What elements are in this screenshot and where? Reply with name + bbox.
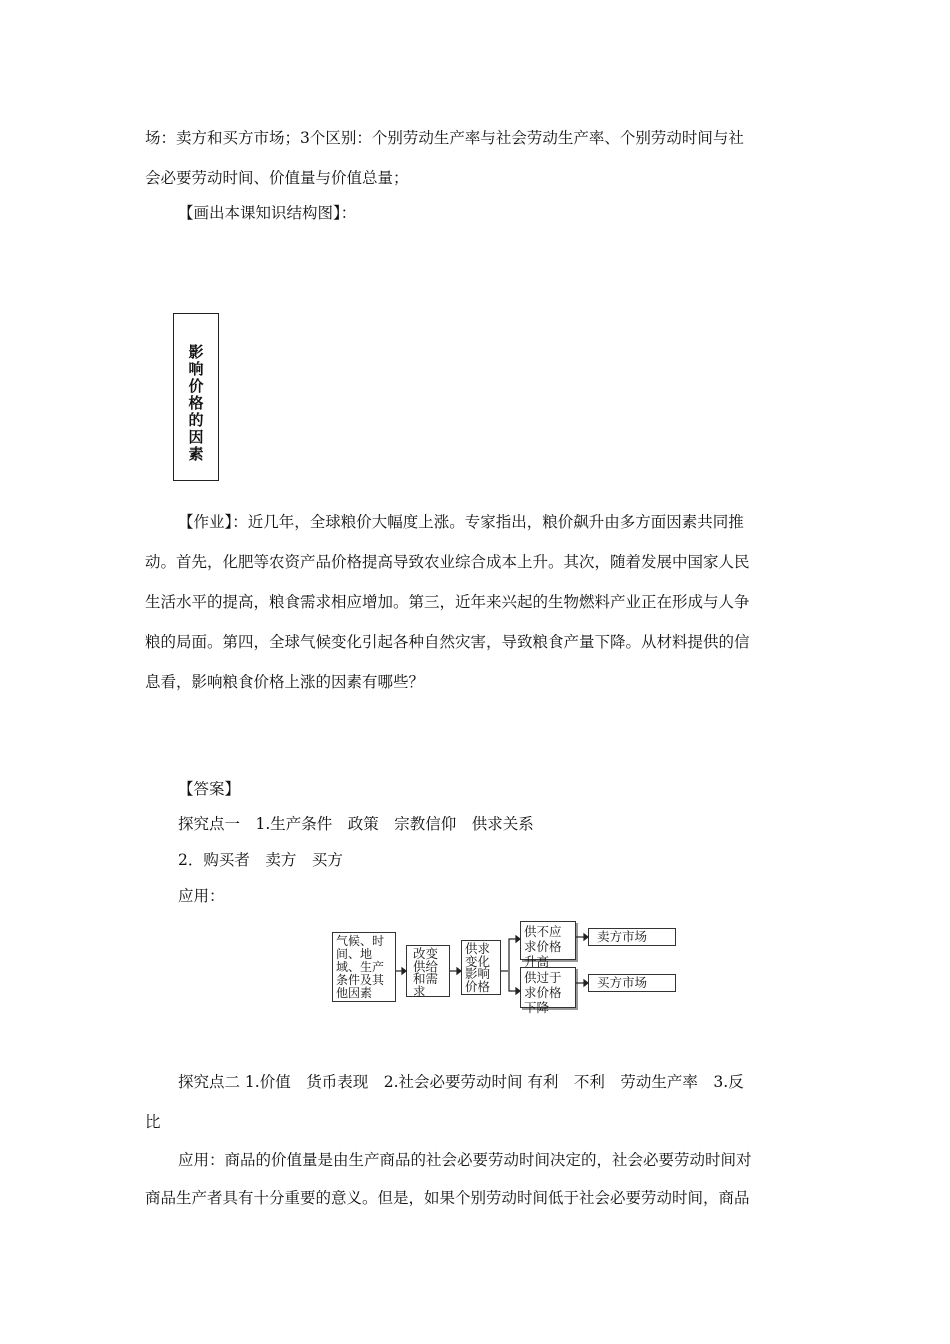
answer-point-1b: 2．购买者 卖方 买方 — [178, 851, 343, 869]
arrowhead-seller — [584, 934, 588, 940]
intro-line-1: 场：卖方和买方市场；3个区别：个别劳动生产率与社会劳动生产率、个别劳动时间与社 — [145, 129, 744, 147]
homework-line-2: 动。首先，化肥等农资产品价格提高导致农业综合成本上升。其次，随着发展中国家人民 — [145, 553, 750, 571]
answer-apply-label: 应用： — [178, 887, 225, 905]
answer-point-2a: 探究点二 1.价值 货币表现 2.社会必要劳动时间 有利 不利 劳动生产率 3.反 — [178, 1073, 744, 1091]
intro-line-2: 会必要劳动时间、价值量与价值总量； — [145, 169, 409, 187]
branch-bracket — [509, 939, 512, 991]
answer-point-2b: 比 — [145, 1113, 161, 1131]
answer-apply2-line-1: 应用：商品的价值量是由生产商品的社会必要劳动时间决定的，社会必要劳动时间对 — [178, 1151, 752, 1169]
arrowhead-up — [516, 936, 520, 942]
homework-line-5: 息看，影响粮食价格上涨的因素有哪些？ — [145, 673, 425, 691]
structure-heading: 【画出本课知识结构图】： — [178, 204, 357, 222]
arrowhead-2 — [457, 968, 461, 974]
flow-box-effect: 供求变化影响价格 — [461, 940, 501, 995]
structure-box-label: 影响价格的因素 — [188, 343, 204, 463]
arrowhead-buyer — [584, 980, 588, 986]
flow-box-change: 改变供给和需求 — [406, 945, 450, 997]
flow-connectors — [332, 915, 682, 1015]
answer-apply2-line-2: 商品生产者具有十分重要的意义。但是，如果个别劳动时间低于社会必要劳动时间，商品 — [145, 1189, 750, 1207]
homework-line-3: 生活水平的提高，粮食需求相应增加。第三，近年来兴起的生物燃料产业正在形成与人争 — [145, 593, 750, 611]
answer-point-1: 探究点一 1.生产条件 政策 宗教信仰 供求关系 — [178, 815, 534, 833]
answer-heading: 【答案】 — [178, 780, 241, 798]
arrowhead-1 — [402, 968, 406, 974]
flow-box-seller: 卖方市场 — [588, 928, 676, 946]
flow-box-down: 供过于求价格下降 — [520, 967, 576, 1008]
flow-box-up: 供不应求价格升高 — [520, 921, 576, 960]
homework-line-1: 【作业】：近几年，全球粮价大幅度上涨。专家指出，粮价飙升由多方面因素共同推 — [178, 513, 744, 531]
arrowhead-down — [516, 988, 520, 994]
homework-line-4: 粮的局面。第四，全球气候变化引起各种自然灾害，导致粮食产量下降。从材料提供的信 — [145, 633, 750, 651]
flow-box-buyer: 买方市场 — [588, 974, 676, 992]
structure-box — [173, 313, 219, 481]
flow-box-factors: 气候、时间、地域、生产条件及其他因素 — [332, 932, 396, 1002]
flowchart — [332, 915, 682, 1015]
